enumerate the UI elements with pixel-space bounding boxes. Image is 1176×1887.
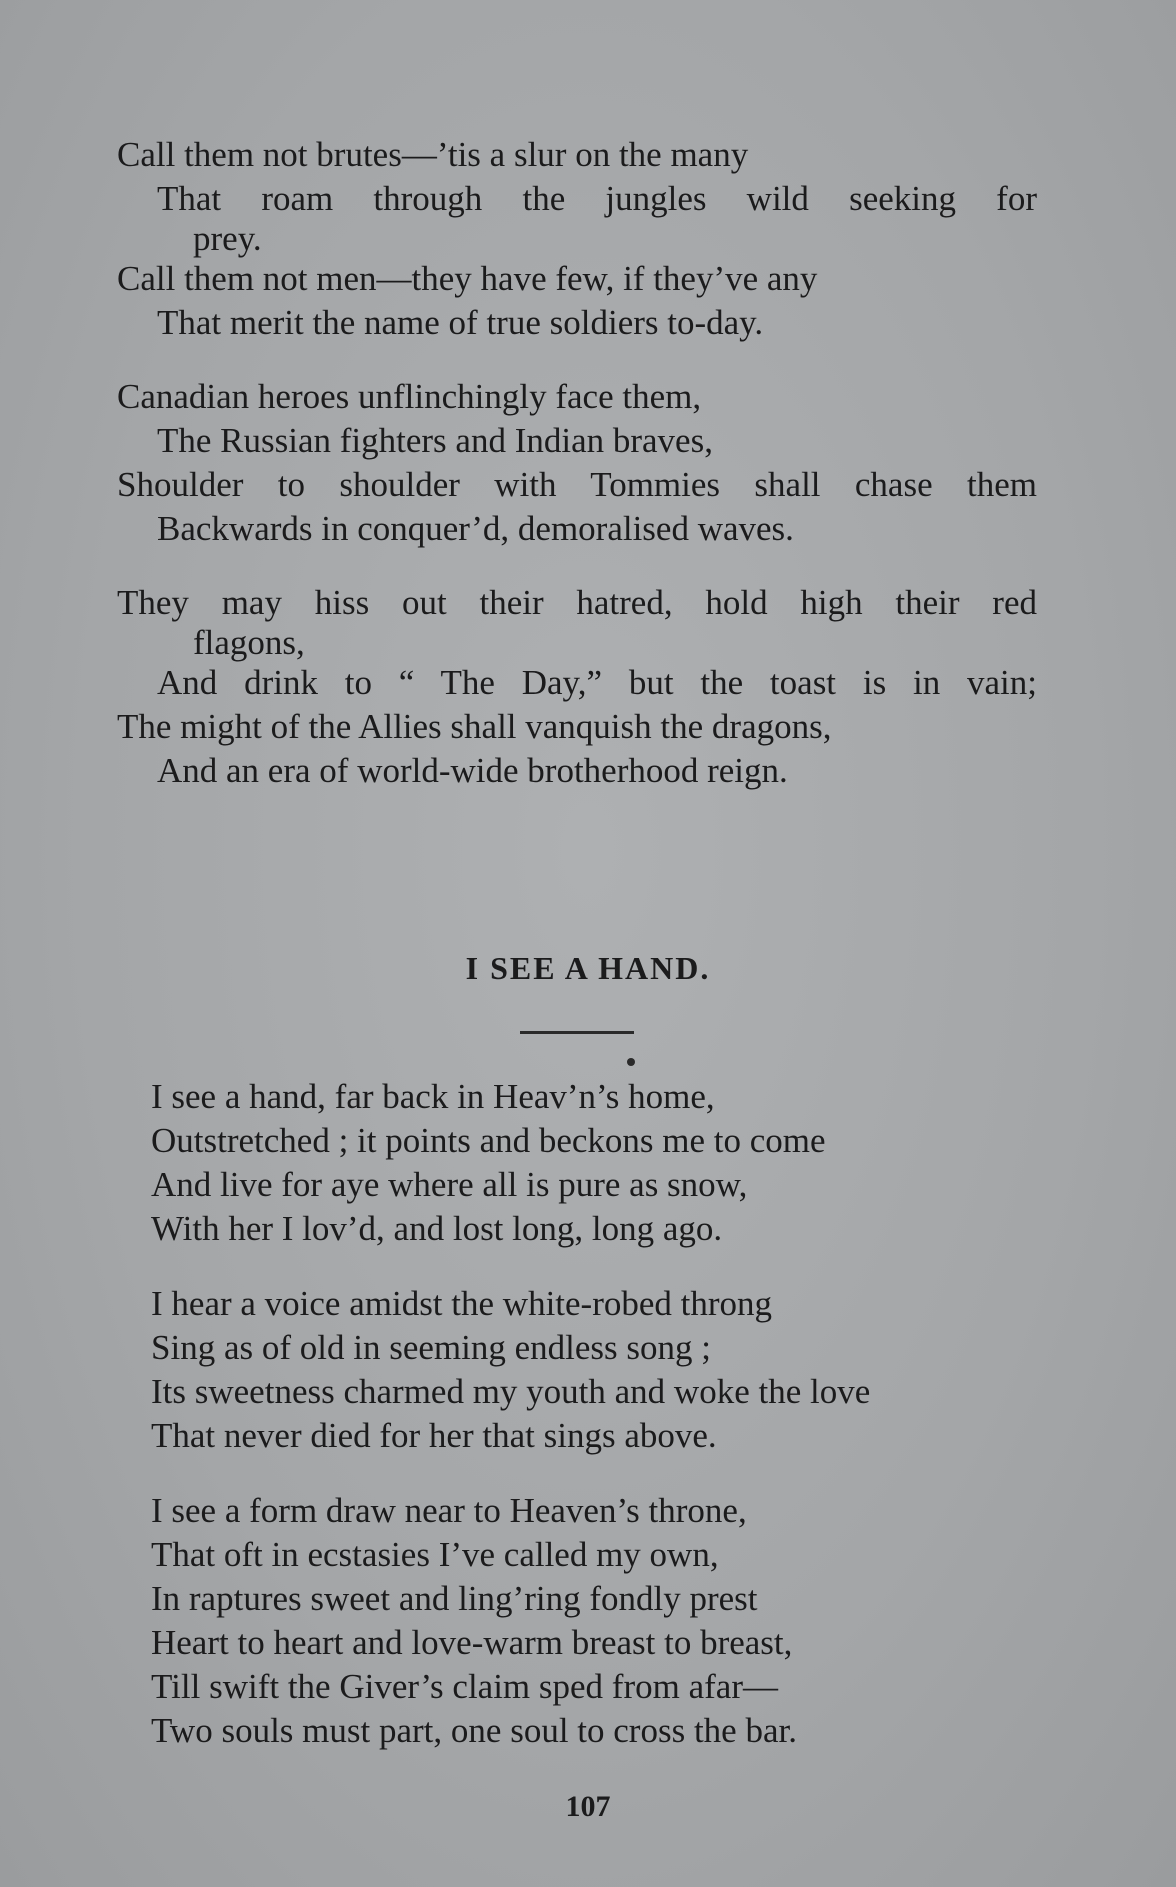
- verse-line: And drink to “ The Day,” but the toast is in vain;: [157, 663, 1037, 702]
- poem-title: I SEE A HAND.: [465, 950, 711, 986]
- verse-line-continuation: prey.: [193, 219, 262, 258]
- stanza: [117, 133, 1037, 345]
- verse-line: And live for aye where all is pure as snow,: [151, 1165, 748, 1204]
- verse-line: The Russian fighters and Indian braves,: [157, 421, 713, 460]
- verse-line: Call them not men—they have few, if they’ve any: [117, 259, 818, 298]
- verse-line: Call them not brutes—’tis a slur on the many: [117, 135, 749, 174]
- page-number: 107: [565, 1790, 611, 1823]
- verse-line: That merit the name of true soldiers to-day.: [157, 303, 764, 342]
- verse-line: Canadian heroes unflinchingly face them,: [117, 377, 702, 416]
- verse-line: That never died for her that sings above.: [151, 1416, 717, 1455]
- verse-line: That oft in ecstasies I’ve called my own,: [151, 1535, 719, 1574]
- verse-line: The might of the Allies shall vanquish the dragons,: [117, 707, 832, 746]
- verse-line-continuation: flagons,: [193, 623, 305, 662]
- verse-line: Outstretched ; it points and beckons me to come: [151, 1121, 826, 1160]
- ornament-dot: [627, 1058, 635, 1066]
- stanza: [151, 1075, 1051, 1251]
- title-rule: [520, 1031, 634, 1034]
- stanza: [117, 375, 1037, 551]
- stanza: [117, 581, 1037, 793]
- verse-line: And an era of world-wide brotherhood reign.: [157, 751, 788, 790]
- verse-line: In raptures sweet and ling’ring fondly prest: [151, 1579, 758, 1618]
- verse-line: That roam through the jungles wild seeking for: [157, 179, 1037, 218]
- stanza: [151, 1489, 1051, 1753]
- verse-line: Till swift the Giver’s claim sped from afar—: [151, 1667, 778, 1706]
- poem-i-see-a-hand: [151, 1075, 1051, 1784]
- stanza: [151, 1282, 1051, 1458]
- verse-line: Heart to heart and love-warm breast to breast,: [151, 1623, 793, 1662]
- verse-line: I hear a voice amidst the white-robed throng: [151, 1284, 773, 1323]
- verse-line: They may hiss out their hatred, hold high their red: [117, 583, 1037, 622]
- verse-line: Shoulder to shoulder with Tommies shall chase them: [117, 465, 1037, 504]
- verse-line: Two souls must part, one soul to cross the bar.: [151, 1711, 797, 1750]
- verse-line: Its sweetness charmed my youth and woke the love: [151, 1372, 871, 1411]
- poem-continuation: [117, 133, 1037, 823]
- verse-line: With her I lov’d, and lost long, long ago.: [151, 1209, 723, 1248]
- verse-line: I see a hand, far back in Heav’n’s home,: [151, 1077, 715, 1116]
- verse-line: Backwards in conquer’d, demoralised waves.: [157, 509, 794, 548]
- verse-line: Sing as of old in seeming endless song ;: [151, 1328, 711, 1367]
- verse-line: I see a form draw near to Heaven’s throne,: [151, 1491, 747, 1530]
